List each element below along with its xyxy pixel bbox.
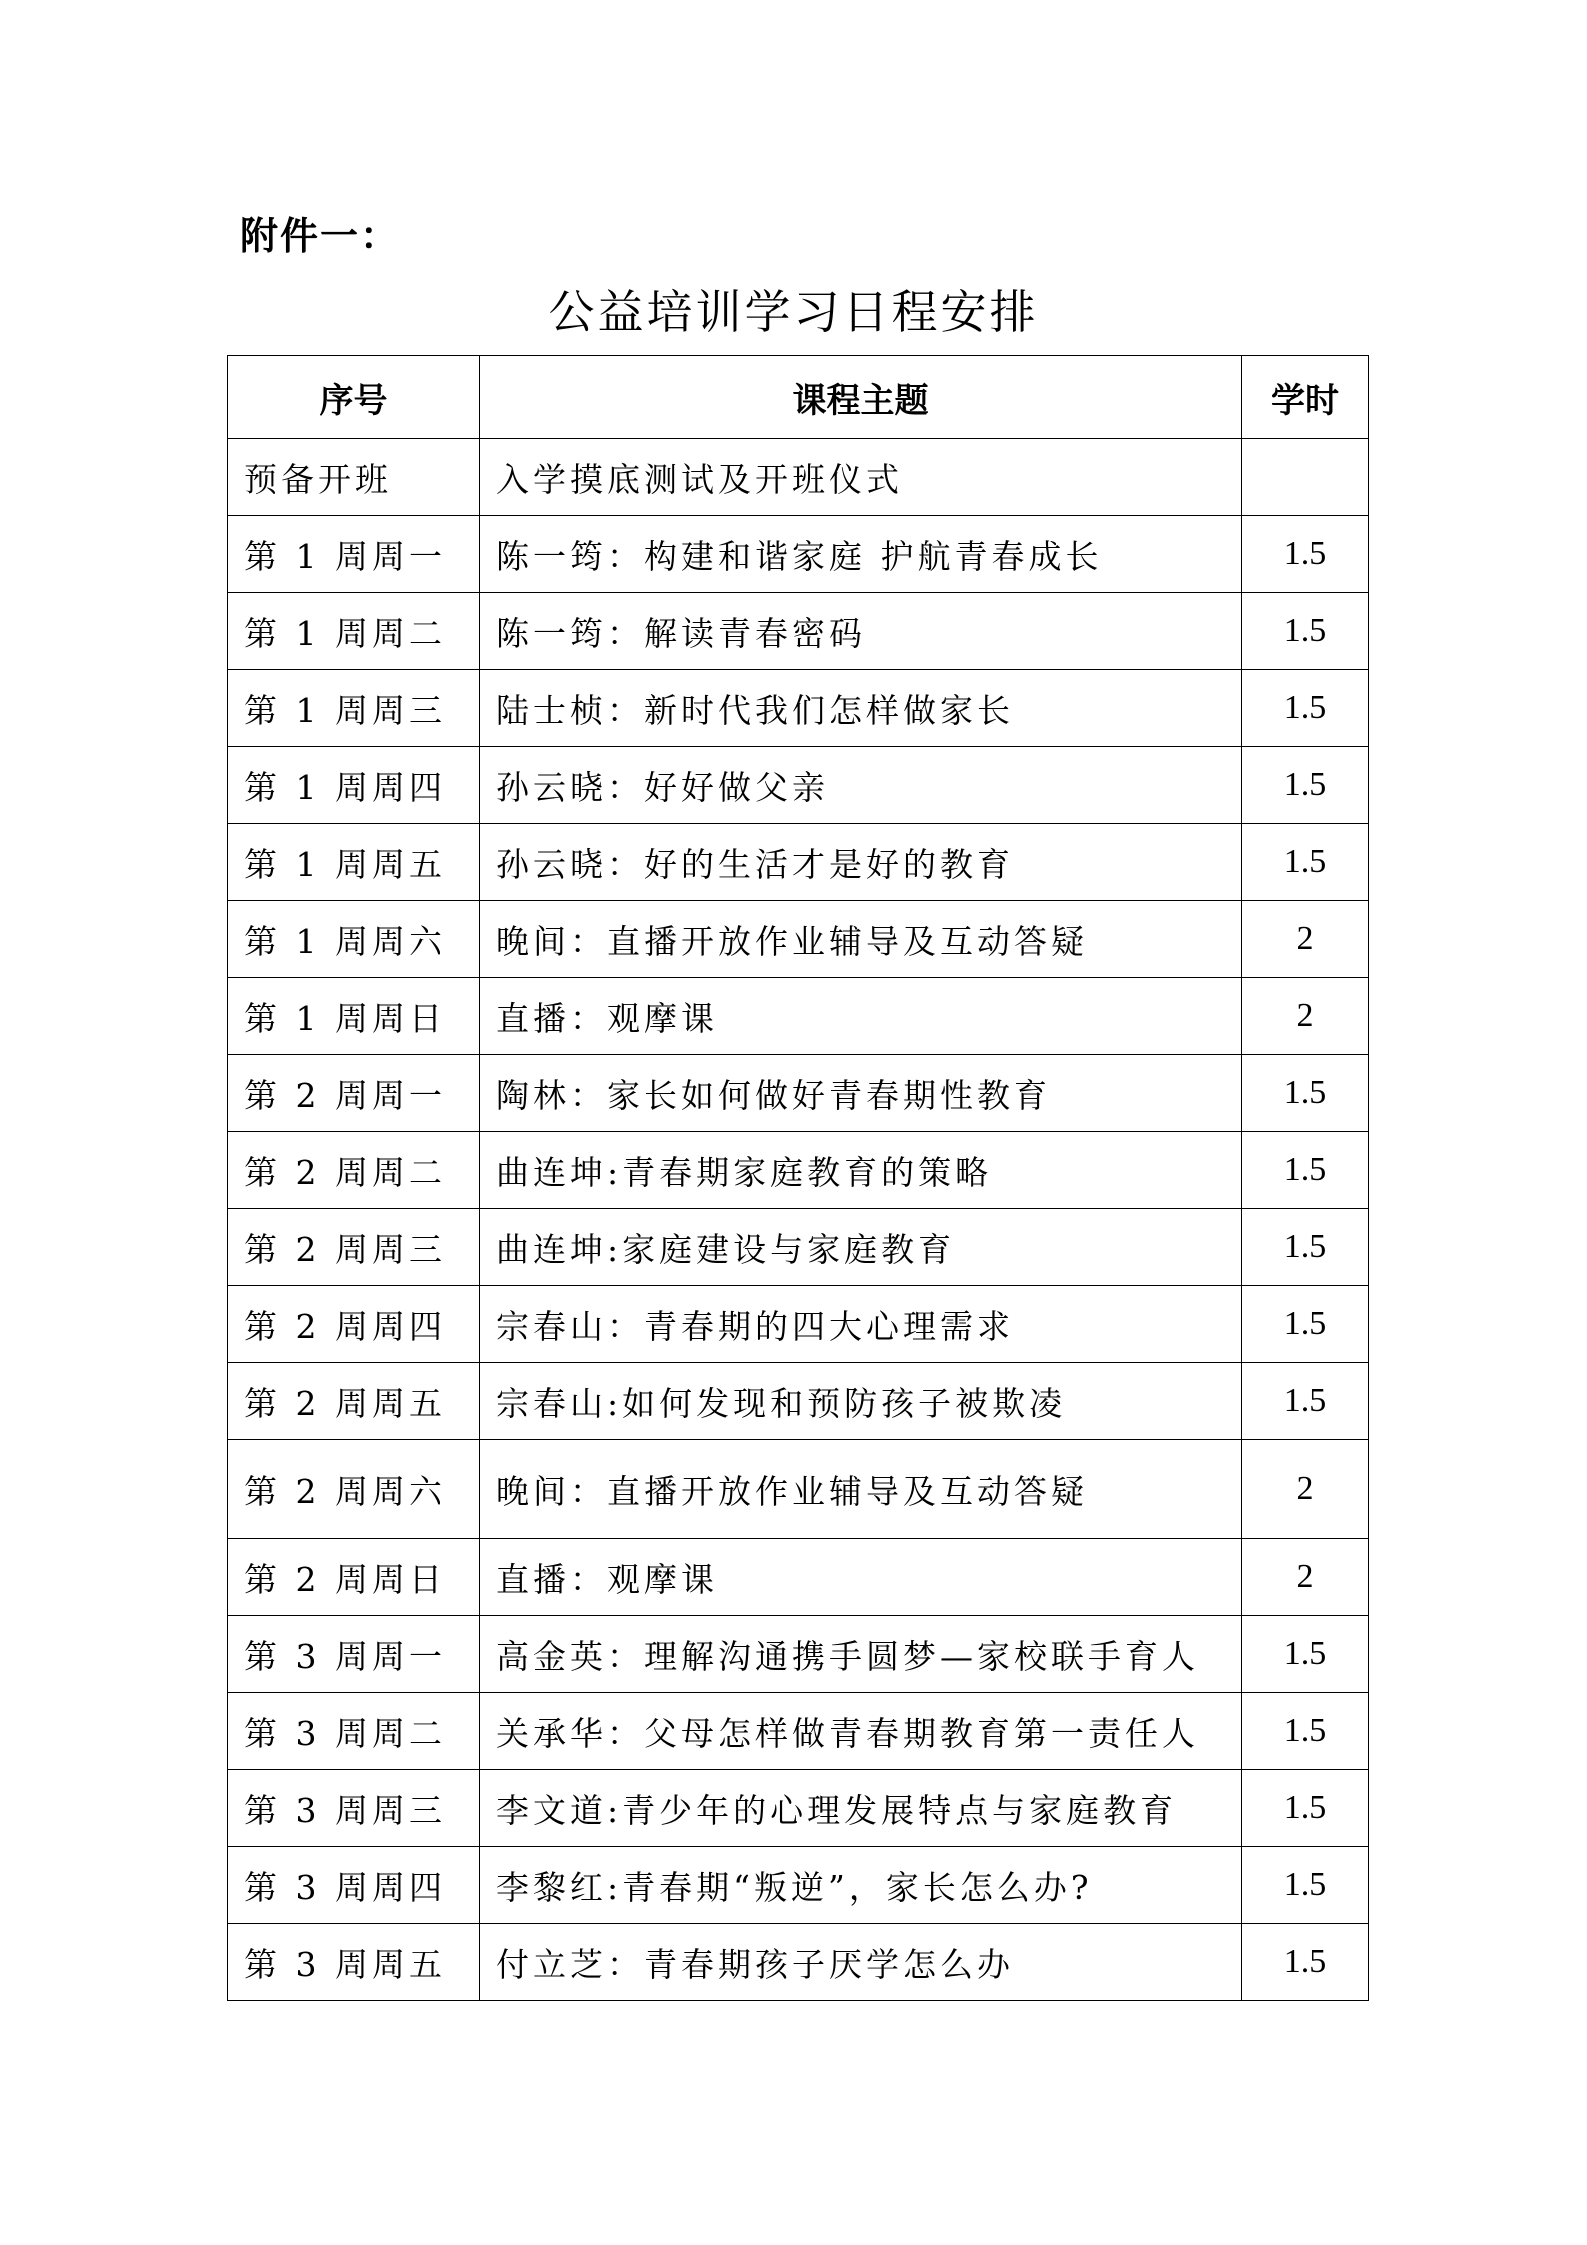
table-row xyxy=(228,747,1369,824)
cell-hours: 1.5 xyxy=(1242,593,1369,670)
cell-seq: 第 3 周周五 xyxy=(228,1924,480,2001)
cell-topic: 李文道:青少年的心理发展特点与家庭教育 xyxy=(480,1770,1242,1847)
table-row xyxy=(228,1440,1369,1539)
cell-hours: 1.5 xyxy=(1242,1847,1369,1924)
table-row xyxy=(228,1055,1369,1132)
cell-seq: 第 2 周周六 xyxy=(228,1440,480,1539)
table-row xyxy=(228,1770,1369,1847)
cell-topic: 关承华：父母怎样做青春期教育第一责任人 xyxy=(480,1693,1242,1770)
table-row xyxy=(228,516,1369,593)
cell-hours: 1.5 xyxy=(1242,516,1369,593)
cell-seq: 第 1 周周日 xyxy=(228,978,480,1055)
cell-seq: 第 1 周周三 xyxy=(228,670,480,747)
cell-hours: 1.5 xyxy=(1242,1770,1369,1847)
cell-hours: 1.5 xyxy=(1242,1693,1369,1770)
cell-seq: 第 1 周周五 xyxy=(228,824,480,901)
schedule-table xyxy=(227,355,1369,2001)
cell-hours: 1.5 xyxy=(1242,824,1369,901)
table-row xyxy=(228,978,1369,1055)
header-topic: 课程主题 xyxy=(480,356,1242,439)
attachment-label: 附件一： xyxy=(240,214,401,258)
cell-topic: 陆士桢：新时代我们怎样做家长 xyxy=(480,670,1242,747)
cell-hours: 1.5 xyxy=(1242,1132,1369,1209)
cell-seq: 第 1 周周四 xyxy=(228,747,480,824)
cell-topic: 孙云晓：好的生活才是好的教育 xyxy=(480,824,1242,901)
cell-topic: 孙云晓：好好做父亲 xyxy=(480,747,1242,824)
cell-topic: 李黎红:青春期“叛逆”，家长怎么办? xyxy=(480,1847,1242,1924)
cell-seq: 第 3 周周三 xyxy=(228,1770,480,1847)
cell-topic: 曲连坤:青春期家庭教育的策略 xyxy=(480,1132,1242,1209)
table-row xyxy=(228,593,1369,670)
cell-hours: 1.5 xyxy=(1242,1363,1369,1440)
cell-seq: 第 2 周周二 xyxy=(228,1132,480,1209)
cell-topic: 陶林：家长如何做好青春期性教育 xyxy=(480,1055,1242,1132)
cell-seq: 第 2 周周一 xyxy=(228,1055,480,1132)
table-row xyxy=(228,1209,1369,1286)
cell-hours: 1.5 xyxy=(1242,1055,1369,1132)
cell-seq: 第 1 周周二 xyxy=(228,593,480,670)
cell-seq: 第 1 周周一 xyxy=(228,516,480,593)
table-row xyxy=(228,1924,1369,2001)
cell-topic: 宗春山：青春期的四大心理需求 xyxy=(480,1286,1242,1363)
cell-seq: 预备开班 xyxy=(228,439,480,516)
cell-seq: 第 3 周周二 xyxy=(228,1693,480,1770)
cell-topic: 高金英：理解沟通携手圆梦—家校联手育人 xyxy=(480,1616,1242,1693)
cell-topic: 陈一筠：构建和谐家庭 护航青春成长 xyxy=(480,516,1242,593)
cell-hours: 1.5 xyxy=(1242,1286,1369,1363)
table-row xyxy=(228,439,1369,516)
cell-topic: 入学摸底测试及开班仪式 xyxy=(480,439,1242,516)
table-row xyxy=(228,1616,1369,1693)
table-row xyxy=(228,670,1369,747)
cell-topic: 宗春山:如何发现和预防孩子被欺凌 xyxy=(480,1363,1242,1440)
cell-seq: 第 1 周周六 xyxy=(228,901,480,978)
cell-hours: 1.5 xyxy=(1242,1209,1369,1286)
cell-topic: 曲连坤:家庭建设与家庭教育 xyxy=(480,1209,1242,1286)
cell-hours xyxy=(1242,439,1369,516)
cell-hours: 2 xyxy=(1242,901,1369,978)
cell-topic: 晚间：直播开放作业辅导及互动答疑 xyxy=(480,901,1242,978)
header-seq: 序号 xyxy=(228,356,480,439)
cell-hours: 2 xyxy=(1242,1539,1369,1616)
cell-hours: 1.5 xyxy=(1242,1616,1369,1693)
cell-seq: 第 3 周周一 xyxy=(228,1616,480,1693)
cell-hours: 1.5 xyxy=(1242,670,1369,747)
table-row xyxy=(228,1693,1369,1770)
cell-hours: 1.5 xyxy=(1242,1924,1369,2001)
cell-seq: 第 3 周周四 xyxy=(228,1847,480,1924)
table-row xyxy=(228,1286,1369,1363)
table-row xyxy=(228,824,1369,901)
document-title: 公益培训学习日程安排 xyxy=(548,285,1039,339)
table-header-row xyxy=(228,356,1369,439)
cell-topic: 直播：观摩课 xyxy=(480,1539,1242,1616)
cell-hours: 2 xyxy=(1242,1440,1369,1539)
cell-seq: 第 2 周周日 xyxy=(228,1539,480,1616)
cell-topic: 直播：观摩课 xyxy=(480,978,1242,1055)
cell-hours: 1.5 xyxy=(1242,747,1369,824)
table-row xyxy=(228,901,1369,978)
cell-seq: 第 2 周周五 xyxy=(228,1363,480,1440)
cell-topic: 付立芝：青春期孩子厌学怎么办 xyxy=(480,1924,1242,2001)
table-row xyxy=(228,1539,1369,1616)
cell-hours: 2 xyxy=(1242,978,1369,1055)
cell-seq: 第 2 周周四 xyxy=(228,1286,480,1363)
cell-topic: 晚间：直播开放作业辅导及互动答疑 xyxy=(480,1440,1242,1539)
cell-topic: 陈一筠：解读青春密码 xyxy=(480,593,1242,670)
header-hours: 学时 xyxy=(1242,356,1369,439)
cell-seq: 第 2 周周三 xyxy=(228,1209,480,1286)
table-row xyxy=(228,1363,1369,1440)
table-row xyxy=(228,1132,1369,1209)
table-row xyxy=(228,1847,1369,1924)
